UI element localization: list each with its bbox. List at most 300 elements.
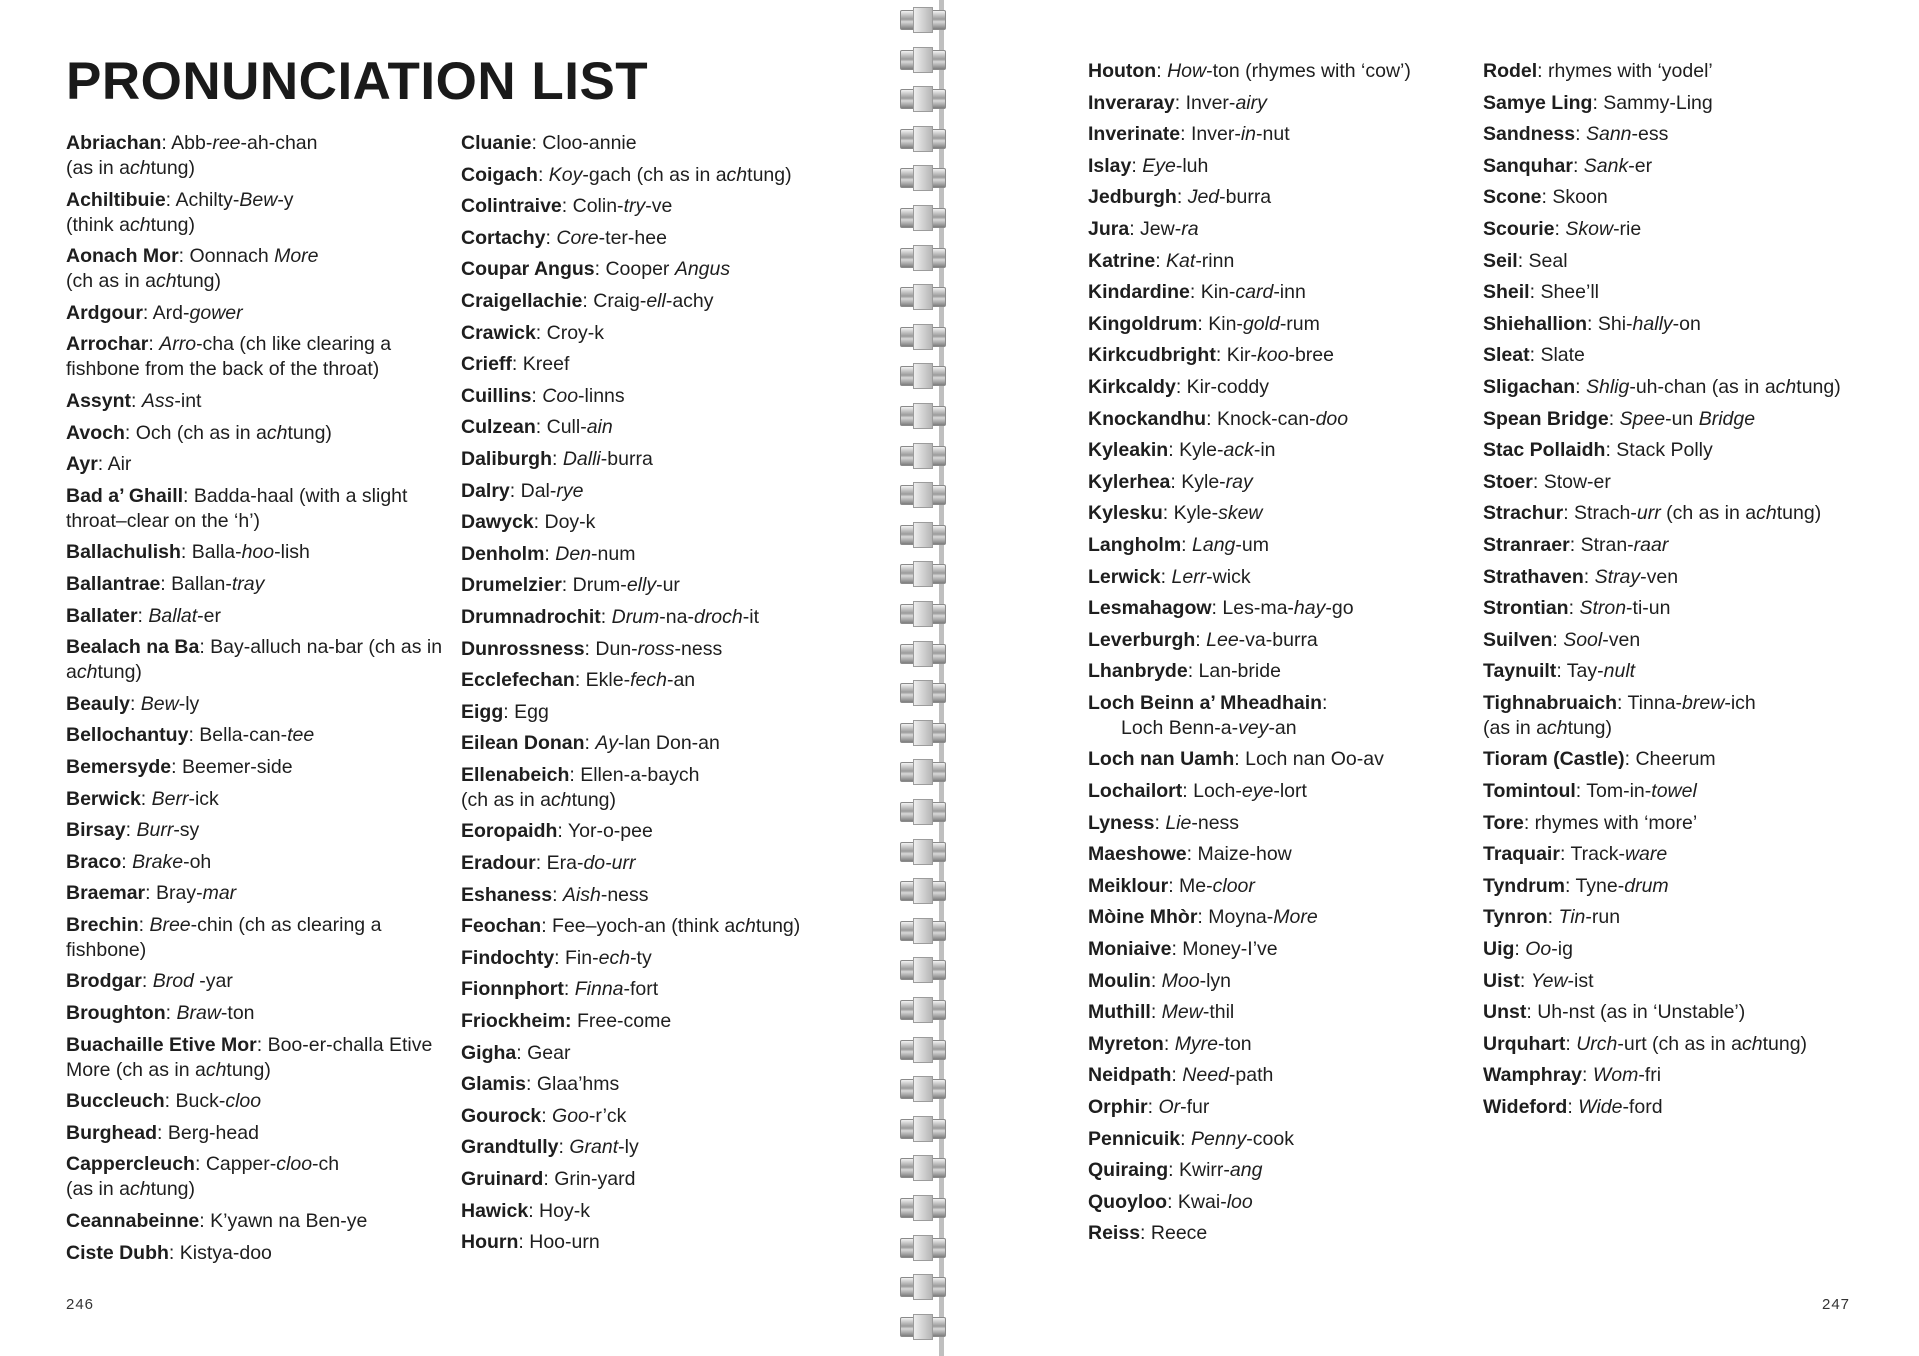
pronunciation-entry: Suilven: Sool-ven bbox=[1483, 628, 1641, 651]
pronunciation-entry: Knockandhu: Knock-can-doo bbox=[1088, 407, 1349, 430]
pronunciation-entry: Braco: Brake-oh bbox=[66, 850, 212, 873]
pronunciation-entry: Maeshowe: Maize-how bbox=[1088, 843, 1292, 866]
pronunciation-entry: Bemersyde: Beemer-side bbox=[66, 755, 293, 778]
pronunciation-note: (ch as in achtung) bbox=[66, 270, 222, 293]
pronunciation: Doy-k bbox=[544, 511, 596, 534]
place-name: Eshaness bbox=[461, 883, 553, 906]
place-name: Mòine Mhòr bbox=[1088, 906, 1198, 929]
binding-ring bbox=[900, 558, 1025, 588]
pronunciation: Ballat-er bbox=[148, 604, 222, 627]
binding-ring bbox=[900, 123, 1025, 153]
pronunciation-entry: Beauly: Bew-ly bbox=[66, 692, 200, 715]
place-name: Abriachan bbox=[66, 132, 162, 154]
binding-ring bbox=[900, 242, 1025, 272]
pronunciation: Bree-chin (ch as clearing a fishbone) bbox=[66, 913, 382, 961]
place-name: Berwick bbox=[66, 787, 141, 810]
pronunciation-entry: Lhanbryde: Lan-bride bbox=[1088, 660, 1281, 683]
pronunciation-entry bbox=[461, 1009, 881, 1034]
pronunciation: Kistya-doo bbox=[179, 1241, 272, 1264]
place-name: Sandness bbox=[1483, 123, 1576, 146]
pronunciation-entry: Houton: How-ton (rhymes with ‘cow’) bbox=[1088, 60, 1411, 82]
pronunciation: Hoy-k bbox=[539, 1199, 590, 1222]
pronunciation-entry: Bellochantuy: Bella-can-tee bbox=[66, 724, 315, 747]
binding-ring bbox=[900, 1311, 1025, 1341]
pronunciation-entry: Leverburgh: Lee-va-burra bbox=[1088, 628, 1318, 651]
pronunciation: Egg bbox=[514, 700, 549, 723]
pronunciation: Lang-um bbox=[1192, 533, 1269, 556]
pronunciation-entry: Katrine: Kat-rinn bbox=[1088, 249, 1235, 272]
place-name: Inverinate bbox=[1088, 123, 1181, 146]
place-name: Quoyloo bbox=[1088, 1190, 1168, 1213]
pronunciation-entry: Seil: Seal bbox=[1483, 249, 1568, 272]
place-name: Birsay bbox=[66, 819, 126, 842]
pronunciation: Craig-ell-achy bbox=[593, 289, 714, 312]
pronunciation: Wom-fri bbox=[1592, 1064, 1662, 1087]
pronunciation-entry: Craigellachie: Craig-ell-achy bbox=[461, 289, 714, 312]
place-name: Avoch bbox=[66, 421, 125, 444]
pronunciation-column-2 bbox=[461, 131, 881, 1262]
place-name: Ardgour bbox=[66, 301, 143, 324]
page-title: PRONUNCIATION LIST bbox=[66, 52, 649, 111]
pronunciation: Oo-ig bbox=[1525, 938, 1573, 961]
pronunciation: Sank-er bbox=[1583, 154, 1653, 177]
pronunciation: Fee–yoch-an (think achtung) bbox=[552, 915, 801, 938]
pronunciation: Sammy-Ling bbox=[1603, 91, 1713, 114]
pronunciation-entry: Jura: Jew-ra bbox=[1088, 217, 1199, 240]
place-name: Myreton bbox=[1088, 1032, 1164, 1055]
pronunciation: Air bbox=[107, 453, 132, 476]
pronunciation: Cheerum bbox=[1635, 748, 1716, 771]
pronunciation-entry: Buccleuch: Buck-cloo bbox=[66, 1090, 262, 1113]
pronunciation: Ass-int bbox=[141, 389, 202, 412]
pronunciation-entry: Cluanie: Cloo-annie bbox=[461, 132, 637, 154]
place-name: Grandtully bbox=[461, 1136, 559, 1159]
pronunciation-entry: Wamphray: Wom-fri bbox=[1483, 1064, 1662, 1087]
pronunciation-entry: Achiltibuie: Achilty-Bew-y (think achtung) bbox=[66, 188, 446, 238]
pronunciation-entry: Bealach na Ba: Bay-alluch na-bar (ch as in achtung) bbox=[66, 636, 443, 684]
pronunciation: Dun-ross-ness bbox=[595, 637, 723, 660]
place-name: Tynron bbox=[1483, 906, 1548, 929]
place-name: Traquair bbox=[1483, 843, 1560, 866]
pronunciation: Money-I’ve bbox=[1182, 938, 1278, 961]
pronunciation-entry: Ayr: Air bbox=[66, 453, 132, 476]
place-name: Kylesku bbox=[1088, 502, 1163, 525]
pronunciation-entry: Coigach: Koy-gach (ch as in achtung) bbox=[461, 163, 792, 186]
pronunciation-entry: Broughton: Braw-ton bbox=[66, 1002, 255, 1025]
place-name: Ciste Dubh bbox=[66, 1241, 169, 1264]
place-name: Islay bbox=[1088, 154, 1132, 177]
place-name: Cuillins bbox=[461, 384, 532, 407]
pronunciation: Yew-ist bbox=[1530, 969, 1594, 992]
binding-ring bbox=[900, 83, 1025, 113]
pronunciation-entry: Crieff: Kreef bbox=[461, 353, 570, 376]
place-name: Buccleuch bbox=[66, 1090, 165, 1113]
binding-ring bbox=[900, 321, 1025, 351]
pronunciation-entry: Quiraing: Kwirr-ang bbox=[1088, 1159, 1263, 1182]
pronunciation-entry: Tore: rhymes with ‘more’ bbox=[1483, 811, 1698, 834]
pronunciation: Skow-rie bbox=[1565, 217, 1642, 240]
pronunciation-entry: Colintraive: Colin-try-ve bbox=[461, 195, 673, 218]
pronunciation: Oonnach More bbox=[189, 245, 319, 268]
place-name: Craigellachie bbox=[461, 289, 583, 312]
binding-ring bbox=[900, 1271, 1025, 1301]
place-name: Gourock bbox=[461, 1104, 542, 1127]
place-name: Suilven bbox=[1483, 628, 1553, 651]
pronunciation-entry: Kindardine: Kin-card-inn bbox=[1088, 281, 1306, 304]
pronunciation-entry: Stac Pollaidh: Stack Polly bbox=[1483, 439, 1713, 462]
pronunciation-entry: Eshaness: Aish-ness bbox=[461, 883, 649, 906]
pronunciation-entry: Strontian: Stron-ti-un bbox=[1483, 597, 1671, 620]
place-name: Seil bbox=[1483, 249, 1518, 272]
place-name: Kingoldrum bbox=[1088, 312, 1198, 335]
pronunciation: Kwirr-ang bbox=[1179, 1159, 1263, 1182]
pronunciation: Kir-koo-bree bbox=[1226, 344, 1334, 367]
place-name: Dalry bbox=[461, 479, 510, 502]
pronunciation-entry: Neidpath: Need-path bbox=[1088, 1064, 1274, 1087]
pronunciation: Jew-ra bbox=[1140, 217, 1199, 240]
pronunciation: Maize-how bbox=[1197, 843, 1292, 866]
pronunciation-entry: Ellenabeich: Ellen-a-baych (ch as in achtung) bbox=[461, 763, 881, 813]
pronunciation: Capper-cloo-ch bbox=[205, 1153, 340, 1176]
pronunciation-entry: Buachaille Etive Mor: Boo-er-challa Etive More (ch as in achtung) bbox=[66, 1033, 433, 1081]
place-name: Jedburgh bbox=[1088, 186, 1177, 209]
place-name: Cluanie bbox=[461, 132, 532, 154]
binding-ring bbox=[900, 756, 1025, 786]
pronunciation-entry: Dunrossness: Dun-ross-ness bbox=[461, 637, 723, 660]
pronunciation: Badda-haal (with a slight throat–clear on the ‘h’) bbox=[66, 484, 408, 532]
binding-ring bbox=[900, 717, 1025, 747]
place-name: Gruinard bbox=[461, 1168, 544, 1190]
binding-ring bbox=[900, 836, 1025, 866]
place-name: Muthill bbox=[1088, 1001, 1151, 1024]
place-name: Hawick bbox=[461, 1199, 529, 1222]
pronunciation: Myre-ton bbox=[1174, 1032, 1252, 1055]
pronunciation-entry: Kylerhea: Kyle-ray bbox=[1088, 470, 1253, 493]
place-name: Strontian bbox=[1483, 597, 1569, 620]
place-name: Ecclefechan bbox=[461, 669, 575, 692]
place-name: Samye Ling bbox=[1483, 91, 1593, 114]
pronunciation-entry: Lyness: Lie-ness bbox=[1088, 811, 1240, 834]
pronunciation: Kin-gold-rum bbox=[1208, 312, 1320, 335]
pronunciation: Hoo-urn bbox=[529, 1231, 600, 1254]
place-name: Katrine bbox=[1088, 249, 1156, 272]
binding-ring bbox=[900, 1034, 1025, 1064]
pronunciation: Stray-ven bbox=[1594, 565, 1679, 588]
place-name: Houton bbox=[1088, 60, 1157, 82]
pronunciation: Beemer-side bbox=[182, 755, 293, 778]
place-name: Kirkcudbright bbox=[1088, 344, 1216, 367]
place-name: Coigach bbox=[461, 163, 538, 186]
place-name: Brechin bbox=[66, 913, 139, 936]
pronunciation-entry: Mòine Mhòr: Moyna-More bbox=[1088, 906, 1318, 929]
pronunciation: Tom-in-towel bbox=[1586, 780, 1697, 803]
pronunciation-entry: Sanquhar: Sank-er bbox=[1483, 154, 1653, 177]
pronunciation: Bella-can-tee bbox=[199, 724, 315, 747]
pronunciation: Track-ware bbox=[1570, 843, 1668, 866]
pronunciation: Lee-va-burra bbox=[1206, 628, 1318, 651]
place-name: Eigg bbox=[461, 700, 504, 723]
pronunciation-entry: Brechin: Bree-chin (ch as clearing a fishbone) bbox=[66, 913, 382, 961]
pronunciation: Cooper Angus bbox=[605, 258, 731, 281]
pronunciation-entry: Gruinard: Grin-yard bbox=[461, 1168, 636, 1190]
binding-ring bbox=[900, 400, 1025, 430]
pronunciation: Reece bbox=[1150, 1222, 1208, 1245]
pronunciation: Lie-ness bbox=[1165, 811, 1240, 834]
pronunciation-entry: Avoch: Och (ch as in achtung) bbox=[66, 421, 332, 444]
place-name: Spean Bridge bbox=[1483, 407, 1609, 430]
pronunciation: Kat-rinn bbox=[1166, 249, 1235, 272]
pronunciation: Fin-ech-ty bbox=[565, 946, 652, 969]
pronunciation: Shee’ll bbox=[1540, 281, 1599, 304]
binding-ring bbox=[900, 994, 1025, 1024]
place-name: Glamis bbox=[461, 1073, 527, 1096]
place-name: Sheil bbox=[1483, 281, 1530, 304]
pronunciation-entry: Bad a’ Ghaill: Badda-haal (with a slight throat–clear on the ‘h’) bbox=[66, 484, 408, 532]
place-name: Loch nan Uamh bbox=[1088, 748, 1235, 771]
pronunciation: Wide-ford bbox=[1578, 1096, 1663, 1118]
place-name: Reiss bbox=[1088, 1222, 1141, 1245]
pronunciation-entry: Langholm: Lang-um bbox=[1088, 533, 1269, 556]
pronunciation: Tin-run bbox=[1558, 906, 1621, 929]
place-name: Moniaive bbox=[1088, 938, 1172, 961]
binding-ring bbox=[900, 1152, 1025, 1182]
pronunciation: Berr-ick bbox=[151, 787, 219, 810]
pronunciation: Tinna-brew-ich bbox=[1627, 691, 1756, 714]
pronunciation-entry: Sleat: Slate bbox=[1483, 344, 1585, 367]
pronunciation-entry: Kingoldrum: Kin-gold-rum bbox=[1088, 312, 1320, 335]
pronunciation-entry: Loch Beinn a’ Mheadhain: Loch Benn-a-vey-an bbox=[1088, 691, 1483, 741]
pronunciation-entry: Quoyloo: Kwai-loo bbox=[1088, 1190, 1253, 1213]
pronunciation: Inver-in-nut bbox=[1190, 123, 1290, 146]
pronunciation-entry: Taynuilt: Tay-nult bbox=[1483, 660, 1636, 683]
pronunciation-entry: Hawick: Hoy-k bbox=[461, 1199, 590, 1222]
pronunciation: Ay-lan Don-an bbox=[595, 732, 720, 755]
place-name: Brodgar bbox=[66, 970, 142, 993]
pronunciation: Skoon bbox=[1552, 186, 1608, 209]
pronunciation: Cloo-annie bbox=[542, 132, 637, 154]
pronunciation: Dal-rye bbox=[520, 479, 584, 502]
binding-ring bbox=[900, 162, 1025, 192]
pronunciation: Kreef bbox=[522, 353, 570, 376]
binding-ring bbox=[900, 1113, 1025, 1143]
pronunciation: Tay-nult bbox=[1566, 660, 1636, 683]
place-name: Buachaille Etive Mor bbox=[66, 1033, 257, 1056]
place-name: Fionnphort bbox=[461, 978, 564, 1001]
place-name: Moulin bbox=[1088, 969, 1151, 992]
pronunciation-entry: Jedburgh: Jed-burra bbox=[1088, 186, 1272, 209]
pronunciation: Ellen-a-baych bbox=[580, 763, 700, 786]
place-name: Tore bbox=[1483, 811, 1524, 834]
pronunciation: Stran-raar bbox=[1580, 533, 1669, 556]
pronunciation-entry: Hourn: Hoo-urn bbox=[461, 1231, 600, 1254]
place-name: Assynt bbox=[66, 389, 132, 412]
pronunciation: Brod -yar bbox=[152, 970, 233, 993]
pronunciation: Seal bbox=[1528, 249, 1568, 272]
pronunciation: Need-path bbox=[1182, 1064, 1274, 1087]
pronunciation-entry: Moulin: Moo-lyn bbox=[1088, 969, 1232, 992]
pronunciation-entry: Meiklour: Me-cloor bbox=[1088, 874, 1255, 897]
pronunciation: Ballan-tray bbox=[171, 572, 265, 595]
place-name: Meiklour bbox=[1088, 874, 1169, 897]
pronunciation-entry: Tomintoul: Tom-in-towel bbox=[1483, 780, 1697, 803]
place-name: Ayr bbox=[66, 453, 98, 476]
pronunciation-entry: Eigg: Egg bbox=[461, 700, 549, 723]
place-name: Sanquhar bbox=[1483, 154, 1573, 177]
place-name: Lochailort bbox=[1088, 780, 1183, 803]
pronunciation-entry: Inverinate: Inver-in-nut bbox=[1088, 123, 1290, 146]
pronunciation-note: (as in achtung) bbox=[66, 157, 196, 179]
pronunciation-entry: Ballachulish: Balla-hoo-lish bbox=[66, 541, 310, 564]
pronunciation-entry: Aonach Mor: Oonnach More (ch as in achtung) bbox=[66, 244, 446, 294]
pronunciation-entry: Tynron: Tin-run bbox=[1483, 906, 1621, 929]
binding-ring bbox=[900, 440, 1025, 470]
pronunciation: Gear bbox=[527, 1041, 571, 1064]
place-name: Taynuilt bbox=[1483, 660, 1557, 683]
place-name: Burghead bbox=[66, 1121, 158, 1144]
spiral-binding bbox=[900, 0, 1025, 1356]
place-name: Lyness bbox=[1088, 811, 1155, 834]
pronunciation: Bay-alluch na-bar (ch as in achtung) bbox=[66, 636, 443, 684]
pronunciation: Free-come bbox=[576, 1010, 672, 1033]
place-name: Drumelzier bbox=[461, 574, 562, 597]
pronunciation-entry: Brodgar: Brod -yar bbox=[66, 970, 233, 993]
pronunciation-entry: Sheil: Shee’ll bbox=[1483, 281, 1599, 304]
pronunciation: Cull-ain bbox=[546, 416, 613, 439]
pronunciation-entry: Eoropaidh: Yor-o-pee bbox=[461, 820, 653, 843]
pronunciation: Abb-ree-ah-chan bbox=[171, 132, 318, 154]
pronunciation-entry: Kylesku: Kyle-skew bbox=[1088, 502, 1263, 525]
place-name: Colintraive bbox=[461, 195, 562, 218]
place-name: Bealach na Ba bbox=[66, 636, 200, 659]
binding-ring bbox=[900, 954, 1025, 984]
pronunciation-note: Loch Benn-a-vey-an bbox=[1121, 716, 1297, 739]
pronunciation: Spee-un Bridge bbox=[1619, 407, 1756, 430]
pronunciation-entry: Lochailort: Loch-eye-lort bbox=[1088, 780, 1307, 803]
pronunciation: Era-do-urr bbox=[546, 852, 636, 875]
place-name: Langholm bbox=[1088, 533, 1182, 556]
pronunciation: Drum-elly-ur bbox=[572, 574, 680, 597]
place-name: Kirkcaldy bbox=[1088, 375, 1176, 398]
pronunciation: Urch-urt (ch as in achtung) bbox=[1576, 1032, 1808, 1055]
place-name: Rodel bbox=[1483, 60, 1538, 82]
pronunciation: Stow-er bbox=[1543, 470, 1611, 493]
pronunciation: Inver-airy bbox=[1185, 91, 1267, 114]
pronunciation-entry: Lesmahagow: Les-ma-hay-go bbox=[1088, 597, 1354, 620]
pronunciation: Lan-bride bbox=[1198, 660, 1281, 683]
pronunciation-entry: Shiehallion: Shi-hally-on bbox=[1483, 312, 1701, 335]
pronunciation-entry: Spean Bridge: Spee-un Bridge bbox=[1483, 407, 1756, 430]
place-name: Achiltibuie bbox=[66, 188, 166, 211]
place-name: Bellochantuy bbox=[66, 724, 189, 747]
pronunciation-entry: Kyleakin: Kyle-ack-in bbox=[1088, 439, 1276, 462]
pronunciation: Shi-hally-on bbox=[1597, 312, 1701, 335]
pronunciation: Finna-fort bbox=[574, 978, 659, 1001]
place-name: Stranraer bbox=[1483, 533, 1570, 556]
pronunciation-entry: Cappercleuch: Capper-cloo-ch (as in achtung) bbox=[66, 1152, 446, 1202]
binding-ring bbox=[900, 638, 1025, 668]
pronunciation-entry: Stranraer: Stran-raar bbox=[1483, 533, 1669, 556]
place-name: Cappercleuch bbox=[66, 1153, 195, 1176]
pronunciation-entry: Traquair: Track-ware bbox=[1483, 843, 1668, 866]
pronunciation: Aish-ness bbox=[562, 883, 649, 906]
pronunciation-column-3 bbox=[1088, 59, 1483, 1253]
binding-ring bbox=[900, 1232, 1025, 1262]
place-name: Culzean bbox=[461, 416, 536, 439]
pronunciation-entry: Coupar Angus: Cooper Angus bbox=[461, 258, 731, 281]
pronunciation-entry: Unst: Uh-nst (as in ‘Unstable’) bbox=[1483, 1001, 1746, 1024]
binding-ring bbox=[900, 519, 1025, 549]
pronunciation: Achilty-Bew-y bbox=[175, 188, 294, 211]
pronunciation-entry: Grandtully: Grant-ly bbox=[461, 1136, 639, 1159]
pronunciation-entry: Orphir: Or-fur bbox=[1088, 1096, 1210, 1118]
pronunciation-entry: Drumelzier: Drum-elly-ur bbox=[461, 574, 680, 597]
pronunciation-entry: Loch nan Uamh: Loch nan Oo-av bbox=[1088, 748, 1384, 771]
pronunciation: Braw-ton bbox=[176, 1002, 255, 1025]
pronunciation: K’yawn na Ben-ye bbox=[210, 1210, 368, 1233]
place-name: Coupar Angus bbox=[461, 258, 595, 281]
pronunciation-entry: Moniaive: Money-I’ve bbox=[1088, 938, 1278, 961]
place-name: Scone bbox=[1483, 186, 1542, 209]
binding-ring bbox=[900, 1192, 1025, 1222]
pronunciation-entry: Myreton: Myre-ton bbox=[1088, 1032, 1252, 1055]
place-name: Denholm bbox=[461, 542, 545, 565]
pronunciation-entry: Dalry: Dal-rye bbox=[461, 479, 584, 502]
pronunciation-entry: Drumnadrochit: Drum-na-droch-it bbox=[461, 605, 759, 628]
pronunciation-entry: Findochty: Fin-ech-ty bbox=[461, 946, 652, 969]
place-name: Strathaven bbox=[1483, 565, 1584, 588]
pronunciation-entry: Ceannabeinne: K’yawn na Ben-ye bbox=[66, 1210, 368, 1233]
binding-ring bbox=[900, 598, 1025, 628]
pronunciation-entry: Crawick: Croy-k bbox=[461, 321, 605, 344]
pronunciation-entry: Pennicuik: Penny-cook bbox=[1088, 1127, 1294, 1150]
place-name: Inveraray bbox=[1088, 91, 1175, 114]
place-name: Dawyck bbox=[461, 511, 534, 534]
pronunciation: Kyle-ray bbox=[1181, 470, 1253, 493]
pronunciation: Stron-ti-un bbox=[1579, 597, 1671, 620]
pronunciation: Lerr-wick bbox=[1171, 565, 1251, 588]
pronunciation-note: (as in achtung) bbox=[1483, 716, 1613, 739]
pronunciation: Uh-nst (as in ‘Unstable’) bbox=[1537, 1001, 1746, 1024]
pronunciation-entry: Urquhart: Urch-urt (ch as in achtung) bbox=[1483, 1032, 1808, 1055]
pronunciation-entry: Ciste Dubh: Kistya-doo bbox=[66, 1241, 272, 1264]
pronunciation-entry: Lerwick: Lerr-wick bbox=[1088, 565, 1251, 588]
place-name: Tomintoul bbox=[1483, 780, 1576, 803]
pronunciation: Or-fur bbox=[1158, 1096, 1210, 1118]
place-name: Arrochar bbox=[66, 333, 149, 356]
pronunciation: Grant-ly bbox=[569, 1136, 639, 1159]
place-name: Daliburgh bbox=[461, 447, 552, 470]
binding-ring bbox=[900, 915, 1025, 945]
pronunciation: Stack Polly bbox=[1616, 439, 1713, 462]
pronunciation-entry: Uist: Yew-ist bbox=[1483, 969, 1594, 992]
place-name: Uist bbox=[1483, 969, 1520, 992]
place-name: Braco bbox=[66, 850, 122, 873]
place-name: Aonach Mor bbox=[66, 245, 179, 268]
pronunciation-entry: Rodel: rhymes with ‘yodel’ bbox=[1483, 60, 1713, 82]
pronunciation-note: (think achtung) bbox=[66, 213, 196, 236]
pronunciation: Knock-can-doo bbox=[1216, 407, 1349, 430]
pronunciation-entry: Ballater: Ballat-er bbox=[66, 604, 222, 627]
place-name: Neidpath bbox=[1088, 1064, 1172, 1087]
place-name: Kindardine bbox=[1088, 281, 1190, 304]
place-name: Dunrossness bbox=[461, 637, 585, 660]
place-name: Tyndrum bbox=[1483, 874, 1565, 897]
pronunciation: Sann-ess bbox=[1585, 123, 1669, 146]
place-name: Scourie bbox=[1483, 217, 1555, 240]
place-name: Lerwick bbox=[1088, 565, 1161, 588]
pronunciation-entry: Wideford: Wide-ford bbox=[1483, 1096, 1663, 1118]
pronunciation: Jed-burra bbox=[1187, 186, 1272, 209]
